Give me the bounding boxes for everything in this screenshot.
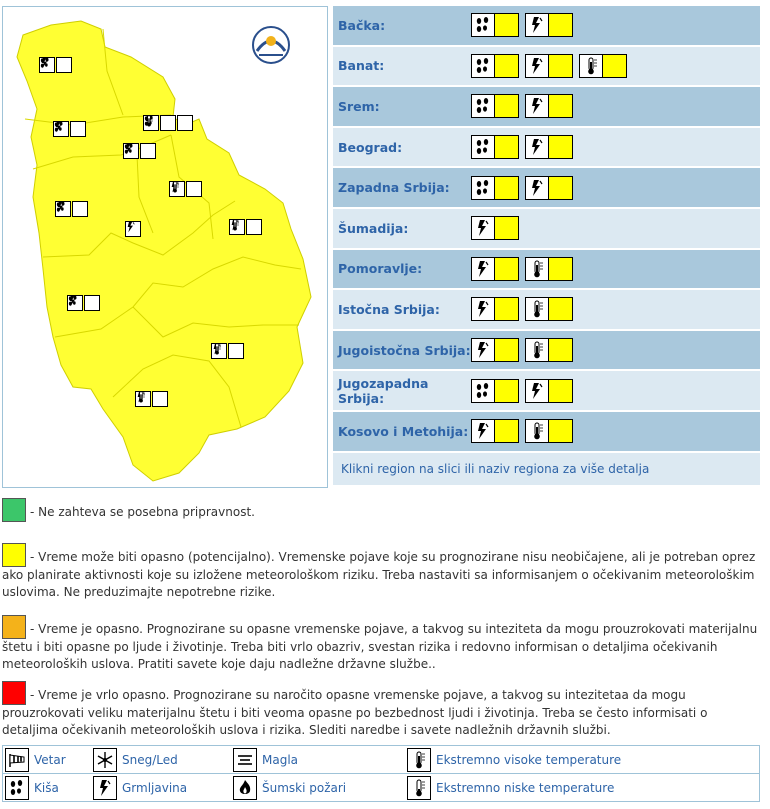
map-marker[interactable] (143, 115, 193, 131)
map-marker[interactable] (39, 57, 72, 73)
thermometer-high-icon (186, 181, 202, 197)
warning-level-yellow (549, 338, 573, 362)
region-row[interactable] (333, 290, 760, 331)
region-row[interactable] (333, 47, 760, 88)
icon-legend-entry (5, 748, 66, 772)
lightning-icon (525, 176, 549, 200)
warning-chip[interactable] (525, 94, 573, 118)
thermometer-high-icon (525, 297, 549, 321)
warning-chip[interactable] (471, 297, 519, 321)
region-warnings (471, 419, 573, 443)
legend-text: - Vreme je opasno. Prognozirane su opasne vremenske pojave, a takvog su inteziteta da mogu prouzrokovati materijalnu štetu i biti opasne po ljude i životinje. Treba biti vrlo obazriv, svestan rizika i redovno informisan o detaljima očekivanih meteoroloških uslova. Pratiti savete koje daju nadležne državne službe.. (2, 622, 758, 671)
lightning-icon (471, 419, 495, 443)
icon-legend-entry (5, 776, 59, 800)
icon-legend-entry (233, 776, 346, 800)
region-warnings (471, 338, 573, 362)
legend-text: - Vreme je vrlo opasno. Prognozirane su naročito opasne vremenske pojave, a takvog su intezitetaa da mogu prouzrokovati veliku materijalnu štetu i biti veoma opasne po bezbednost ljudi i životinja. Treba se često informisati o detaljima očekivanih meteoroloških uslova i rizika. Slediti naredbe i savete nadležnih državnih službi. (2, 688, 708, 737)
warning-level-yellow (603, 54, 627, 78)
legend-swatch (2, 498, 26, 522)
thermometer-high-icon (177, 115, 193, 131)
region-warnings (471, 379, 573, 403)
warning-chip[interactable] (471, 54, 519, 78)
snow-ice-icon (93, 748, 117, 772)
map-marker[interactable] (135, 391, 168, 407)
warning-level-yellow (549, 135, 573, 159)
region-row[interactable] (333, 331, 760, 372)
region-link[interactable]: Jugoistočna Srbija: (338, 342, 471, 358)
icon-legend-label: Sneg/Led (122, 752, 178, 767)
icon-legend-entry (93, 748, 178, 772)
legend-text: - Ne zahteva se posebna pripravnost. (30, 505, 255, 519)
map-marker[interactable] (55, 201, 88, 217)
legend-item-orange (2, 615, 760, 672)
region-link[interactable]: Kosovo i Metohija: (338, 423, 469, 439)
warning-level-yellow (549, 297, 573, 321)
map-marker[interactable] (67, 295, 100, 311)
warning-chip[interactable] (525, 135, 573, 159)
icon-legend-entry (407, 776, 614, 800)
thermometer-high-icon (525, 419, 549, 443)
warning-level-yellow (495, 216, 519, 240)
thermometer-high-icon (228, 343, 244, 359)
region-warnings (471, 94, 573, 118)
lightning-icon (471, 216, 495, 240)
icon-legend-entry (407, 748, 621, 772)
region-row[interactable] (333, 250, 760, 291)
warning-level-yellow (495, 338, 519, 362)
thermometer-high-icon (246, 219, 262, 235)
legend-item-yellow (2, 543, 760, 600)
icon-legend-label: Vetar (34, 752, 66, 767)
lightning-icon (56, 57, 72, 73)
map-marker[interactable] (169, 181, 202, 197)
region-link[interactable]: Beograd: (338, 139, 403, 155)
region-table (333, 6, 760, 485)
legend-item-red (2, 681, 760, 738)
warning-level-yellow (495, 297, 519, 321)
lightning-icon (471, 338, 495, 362)
thermometer-high-icon (407, 748, 431, 772)
warning-level-yellow (549, 54, 573, 78)
lightning-icon (525, 135, 549, 159)
serbia-map[interactable] (3, 7, 327, 487)
icon-legend-row (3, 774, 759, 802)
warning-chip[interactable] (525, 419, 573, 443)
warning-chip[interactable] (525, 176, 573, 200)
fog-icon (233, 748, 257, 772)
lightning-icon (471, 297, 495, 321)
warning-chip[interactable] (471, 216, 519, 240)
map-marker[interactable] (125, 221, 141, 237)
warning-chip[interactable] (525, 297, 573, 321)
region-link[interactable]: Srem: (338, 98, 380, 114)
lightning-icon (525, 13, 549, 37)
rain-icon (471, 135, 495, 159)
warning-level-yellow (549, 379, 573, 403)
legend-item-green (2, 498, 760, 522)
region-row[interactable] (333, 128, 760, 169)
region-warnings (471, 216, 519, 240)
rain-icon (471, 13, 495, 37)
rain-icon (5, 776, 29, 800)
warning-level-yellow (549, 176, 573, 200)
lightning-icon (72, 201, 88, 217)
icon-legend-row (3, 746, 759, 774)
warning-level-yellow (549, 13, 573, 37)
warning-level-yellow (549, 419, 573, 443)
region-link[interactable]: Pomoravlje: (338, 261, 423, 277)
rain-icon (471, 379, 495, 403)
lightning-icon (160, 115, 176, 131)
warning-chip[interactable] (471, 13, 519, 37)
region-warnings (471, 54, 627, 78)
warning-level-yellow (495, 54, 519, 78)
legend-text: - Vreme može biti opasno (potencijalno). Vremenske pojave koje su prognozirane nisu neobičajene, ali je potreban oprez ako planirate aktivnosti koje su izložene meteorološkom riziku. Treba nastaviti sa informisanjem o očekivanim meteorološkim uslovima. Ne preduzimajte nepotrebne rizike. (2, 550, 756, 599)
lightning-icon (525, 54, 549, 78)
warning-chip[interactable] (471, 135, 519, 159)
warning-level-yellow (495, 379, 519, 403)
region-row[interactable] (333, 209, 760, 250)
warning-chip[interactable] (471, 176, 519, 200)
warning-chip[interactable] (471, 338, 519, 362)
lightning-icon (525, 94, 549, 118)
thermometer-high-icon (525, 257, 549, 281)
rhmz-logo (253, 27, 289, 63)
icon-legend (2, 745, 760, 802)
icon-legend-label: Šumski požari (262, 781, 347, 795)
map-marker[interactable] (229, 219, 262, 235)
region-row[interactable] (333, 412, 760, 453)
region-warnings (471, 13, 573, 37)
region-link[interactable]: Zapadna Srbija: (338, 180, 450, 196)
region-link[interactable]: Šumadija: (338, 220, 409, 236)
rain-icon (471, 94, 495, 118)
icon-legend-label: Kiša (34, 781, 59, 795)
region-link[interactable]: Bačka: (338, 17, 386, 33)
warning-chip[interactable] (525, 338, 573, 362)
legend-swatch (2, 543, 26, 567)
icon-legend-label: Magla (262, 752, 299, 767)
lightning-icon (84, 295, 100, 311)
region-row[interactable] (333, 6, 760, 47)
region-row[interactable] (333, 87, 760, 128)
rain-icon (471, 54, 495, 78)
lightning-icon (525, 379, 549, 403)
warning-chip[interactable] (525, 54, 573, 78)
warning-level-yellow (495, 135, 519, 159)
warning-level-yellow (495, 257, 519, 281)
lightning-icon (125, 221, 141, 237)
region-warnings (471, 176, 573, 200)
warning-chip[interactable] (471, 419, 519, 443)
legend-swatch (2, 681, 26, 705)
warning-chip[interactable] (525, 13, 573, 37)
lightning-icon (471, 257, 495, 281)
lightning-icon (70, 121, 86, 137)
warning-level-yellow (495, 13, 519, 37)
wind-icon (5, 748, 29, 772)
icon-legend-entry (233, 748, 298, 772)
icon-legend-label: Ekstremno niske temperature (436, 781, 615, 795)
warning-chip[interactable] (471, 379, 519, 403)
map-marker[interactable] (123, 143, 156, 159)
warning-level-yellow (495, 94, 519, 118)
warning-chip[interactable] (471, 257, 519, 281)
region-warnings (471, 297, 573, 321)
legend-swatch (2, 615, 26, 639)
icon-legend-label: Ekstremno visoke temperature (436, 752, 622, 767)
warning-level-yellow (549, 257, 573, 281)
region-link[interactable]: Istočna Srbija: (338, 301, 440, 317)
lightning-icon (93, 776, 117, 800)
map-marker[interactable] (53, 121, 86, 137)
thermometer-high-icon (152, 391, 168, 407)
serbia-outline[interactable] (17, 21, 311, 481)
region-warnings (471, 257, 573, 281)
warning-level-yellow (549, 94, 573, 118)
rain-icon (471, 176, 495, 200)
region-link[interactable]: Banat: (338, 58, 385, 74)
map-marker[interactable] (211, 343, 244, 359)
lightning-icon (140, 143, 156, 159)
warning-map[interactable] (2, 6, 328, 488)
thermometer-high-icon (579, 54, 603, 78)
region-link[interactable]: Jugozapadna Srbija: (338, 375, 429, 406)
warning-level-yellow (495, 176, 519, 200)
region-row[interactable] (333, 371, 760, 412)
region-note: Klikni region na slici ili naziv regiona za više detalja (333, 453, 760, 485)
forest-fire-icon (233, 776, 257, 800)
warning-level-yellow (495, 419, 519, 443)
warning-chip[interactable] (525, 257, 573, 281)
region-row[interactable] (333, 168, 760, 209)
warning-chip[interactable] (579, 54, 627, 78)
warning-chip[interactable] (525, 379, 573, 403)
icon-legend-label: Grmljavina (122, 781, 188, 795)
region-warnings (471, 135, 573, 159)
thermometer-low-icon (407, 776, 431, 800)
warning-chip[interactable] (471, 94, 519, 118)
icon-legend-entry (93, 776, 187, 800)
thermometer-high-icon (525, 338, 549, 362)
